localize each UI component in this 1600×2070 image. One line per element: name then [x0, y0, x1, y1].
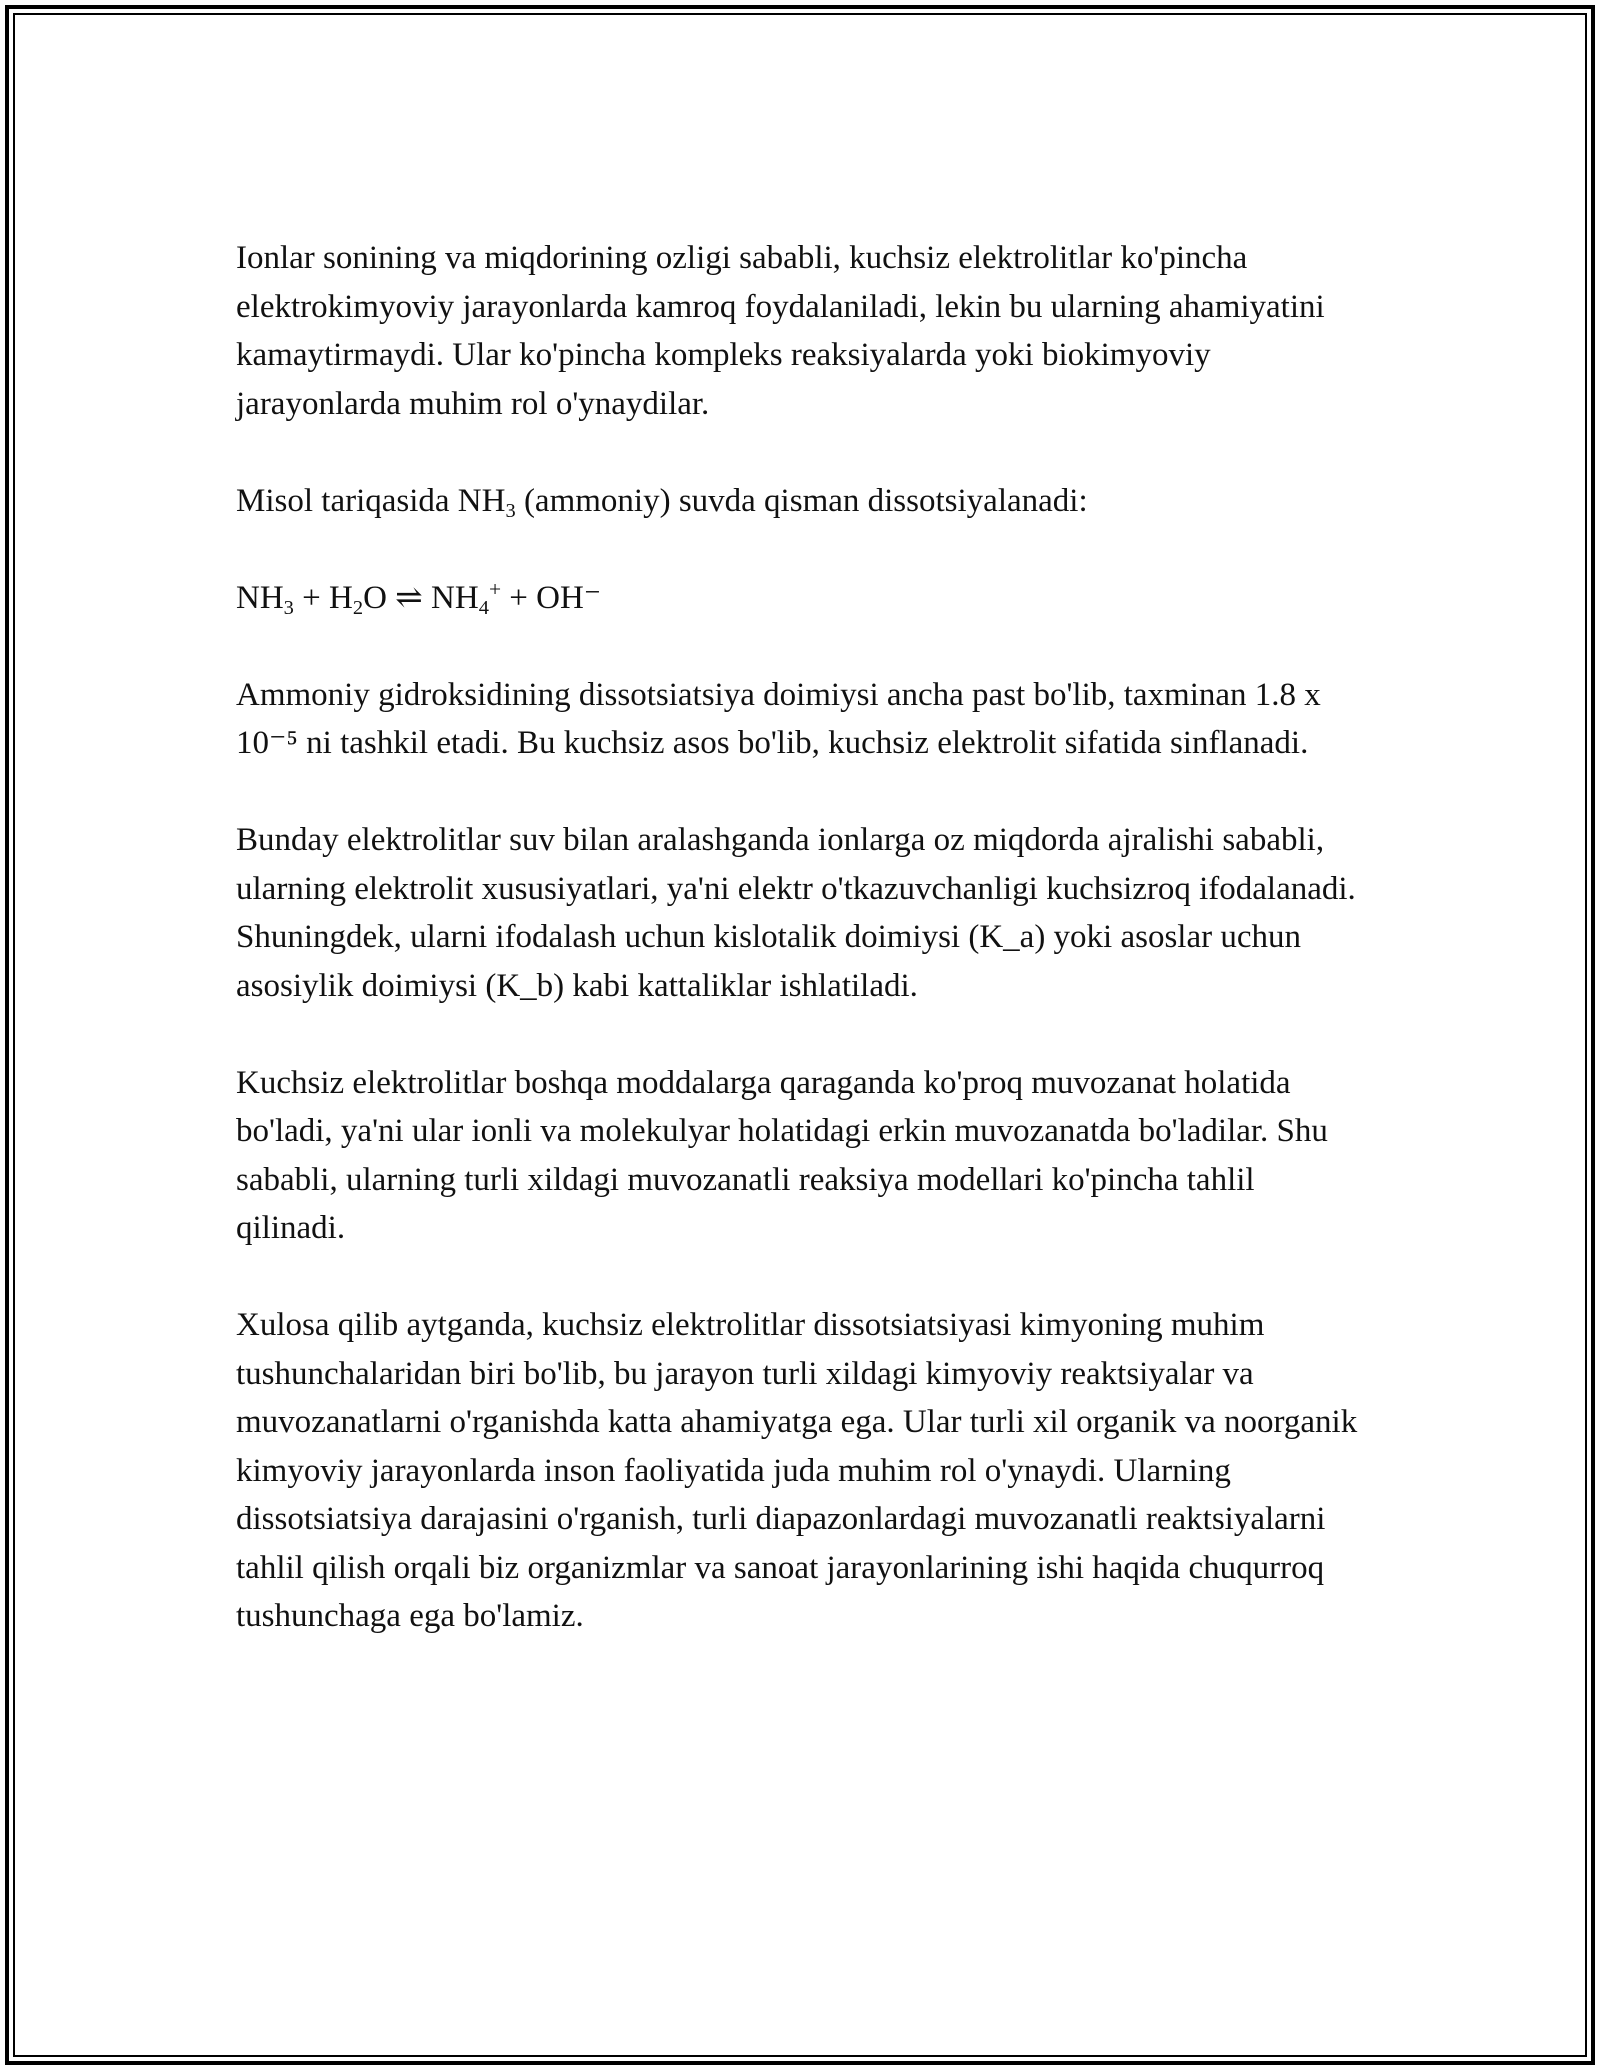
paragraph-ammonia-example: [236, 477, 1366, 526]
ammonia-example-text-start: Misol tariqasida NH: [236, 482, 506, 519]
paragraph-equilibrium: Kuchsiz elektrolitlar boshqa moddalarga qaraganda ko'proq muvozanat holatida bo'ladi, ya'ni ular ionli va molekulyar holatidagi erkin muvozanatda bo'ladilar. Shu sababli, ularning turli xildagi muvozanatli reaksiya modellari ko'pincha tahlil qilinadi.: [236, 1064, 1328, 1246]
paragraph-electrolyte-properties: Bunday elektrolitlar suv bilan aralashganda ionlarga oz miqdorda ajralishi sababli, ularning elektrolit xususiyatlari, ya'ni elektr o'tkazuvchanligi kuchsizroq ifodalanadi. Shuningdek, ularni ifodalash uchun kislotalik doimiysi (K_a) yoki asoslar uchun asosiylik doimiysi (K_b) kabi kattaliklar ishlatiladi.: [236, 822, 1356, 1004]
dissociation-equation: [236, 574, 1366, 623]
equation-part-1: NH: [236, 579, 284, 616]
equation-subscript-1: 3: [283, 596, 294, 619]
ammonia-subscript: 3: [505, 499, 516, 522]
ammonia-example-text-end: (ammoniy) suvda qisman dissotsiyalanadi:: [515, 482, 1088, 519]
equation-subscript-3: 4: [478, 596, 489, 619]
equation-part-4: + OH⁻: [501, 579, 602, 616]
equation-part-3: O ⇌ NH: [363, 579, 479, 616]
paragraph-conclusion: Xulosa qilib aytganda, kuchsiz elektrolitlar dissotsiatsiyasi kimyoning muhim tushunchalaridan biri bo'lib, bu jarayon turli xildagi kimyoviy reaktsiyalar va muvozanatlarni o'rganishda katta ahamiyatga ega. Ular turli xil organik va noorganik kimyoviy jarayonlarda inson faoliyatida juda muhim rol o'ynaydi. Ularning dissotsiatsiya darajasini o'rganish, turli diapazonlardagi muvozanatli reaktsiyalarni tahlil qilish orqali biz organizmlar va sanoat jarayonlarining ishi haqida chuqurroq tushunchaga ega bo'lamiz.: [236, 1307, 1358, 1634]
equation-superscript-1: +: [488, 576, 502, 601]
equation-subscript-2: 2: [352, 596, 364, 619]
equation-part-2: + H: [293, 579, 353, 616]
paragraph-weak-electrolyte-usage: Ionlar sonining va miqdorining ozligi sababli, kuchsiz elektrolitlar ko'pincha elektrokimyoviy jarayonlarda kamroq foydalaniladi, lekin bu ularning ahamiyatini kamaytirmaydi. Ular ko'pincha kompleks reaksiyalarda yoki biokimyoviy jarayonlarda muhim rol o'ynaydilar.: [236, 240, 1325, 422]
paragraph-dissociation-constant: Ammoniy gidroksidining dissotsiatsiya doimiysi ancha past bo'lib, taxminan 1.8 x 10⁻⁵ ni tashkil etadi. Bu kuchsiz asos bo'lib, kuchsiz elektrolit sifatida sinflanadi.: [236, 676, 1321, 761]
document-body: [236, 234, 1366, 1689]
